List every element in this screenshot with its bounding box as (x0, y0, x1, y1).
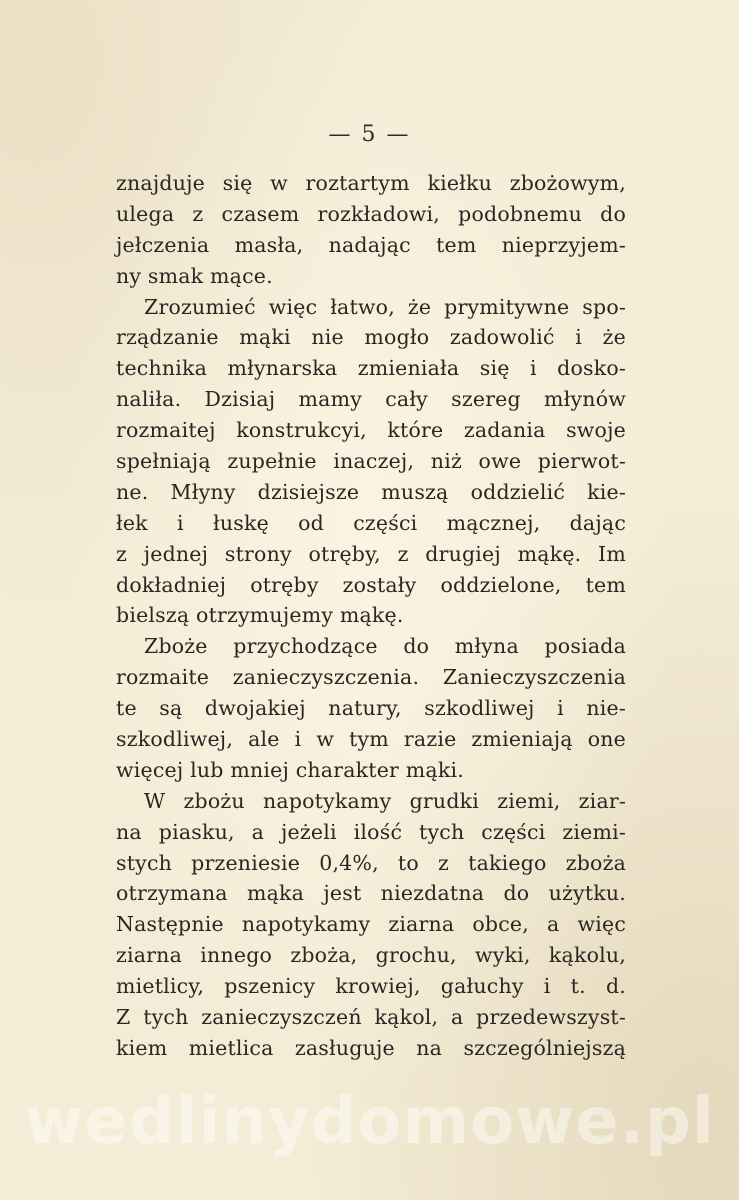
text-line: ziarna innego zboża, grochu, wyki, kąkolu, (116, 943, 626, 968)
text-line: rządzanie mąki nie mogło zadowolić i że (116, 325, 626, 350)
text-line: więcej lub mniej charakter mąki. (116, 757, 464, 782)
text-line: jełczenia masła, nadając tem nieprzyjem- (116, 232, 626, 257)
text-line: szkodliwej, ale i w tym razie zmieniają one (116, 727, 626, 752)
text-line: ne. Młyny dzisiejsze muszą oddzielić kie- (116, 479, 626, 504)
text-line: kiem mietlica zasługuje na szczególniejszą (116, 1035, 626, 1060)
page-number: — 5 — (328, 122, 411, 147)
text-line: technika młynarska zmieniała się i dosko- (116, 356, 626, 381)
text-line: bielszą otrzymujemy mąkę. (116, 603, 404, 628)
text-line: Z tych zanieczyszczeń kąkol, a przedewszyst- (116, 1005, 626, 1030)
text-line: mietlicy, pszenicy krowiej, gałuchy i t. d. (116, 974, 626, 999)
text-line: naliła. Dzisiaj mamy cały szereg młynów (116, 387, 626, 412)
text-line: spełniają zupełnie inaczej, niż owe pierwot- (116, 449, 626, 474)
text-line: ulega z czasem rozkładowi, podobnemu do (116, 201, 626, 226)
text-line: Następnie napotykamy ziarna obce, a więc (116, 912, 626, 937)
text-line: dokładniej otręby zostały oddzielone, tem (116, 572, 626, 597)
watermark: wedlinydomowe.pl (24, 1085, 715, 1159)
text-line: na piasku, a jeżeli ilość tych części ziemi- (116, 819, 626, 844)
text-line: z jednej strony otręby, z drugiej mąkę. Im (116, 541, 626, 566)
text-line: rozmaitej konstrukcyi, które zadania swoje (116, 418, 626, 443)
text-line: te są dwojakiej natury, szkodliwej i nie- (116, 696, 626, 721)
text-line: Zboże przychodzące do młyna posiada (144, 634, 626, 659)
text-line: otrzymana mąka jest niezdatna do użytku. (116, 881, 626, 906)
text-line: stych przeniesie 0,4%, to z takiego zboża (116, 850, 626, 875)
text-line: znajduje się w roztartym kiełku zbożowym, (116, 171, 626, 195)
text-line: łek i łuskę od części mącznej, dając (116, 510, 626, 535)
text-line: ny smak mące. (116, 263, 273, 288)
text-line: Zrozumieć więc łatwo, że prymitywne spo- (144, 294, 626, 319)
body-text (116, 168, 626, 1064)
text-line: W zbożu napotykamy grudki ziemi, ziar- (144, 788, 626, 813)
text-line: rozmaite zanieczyszczenia. Zanieczyszczenia (116, 665, 626, 690)
